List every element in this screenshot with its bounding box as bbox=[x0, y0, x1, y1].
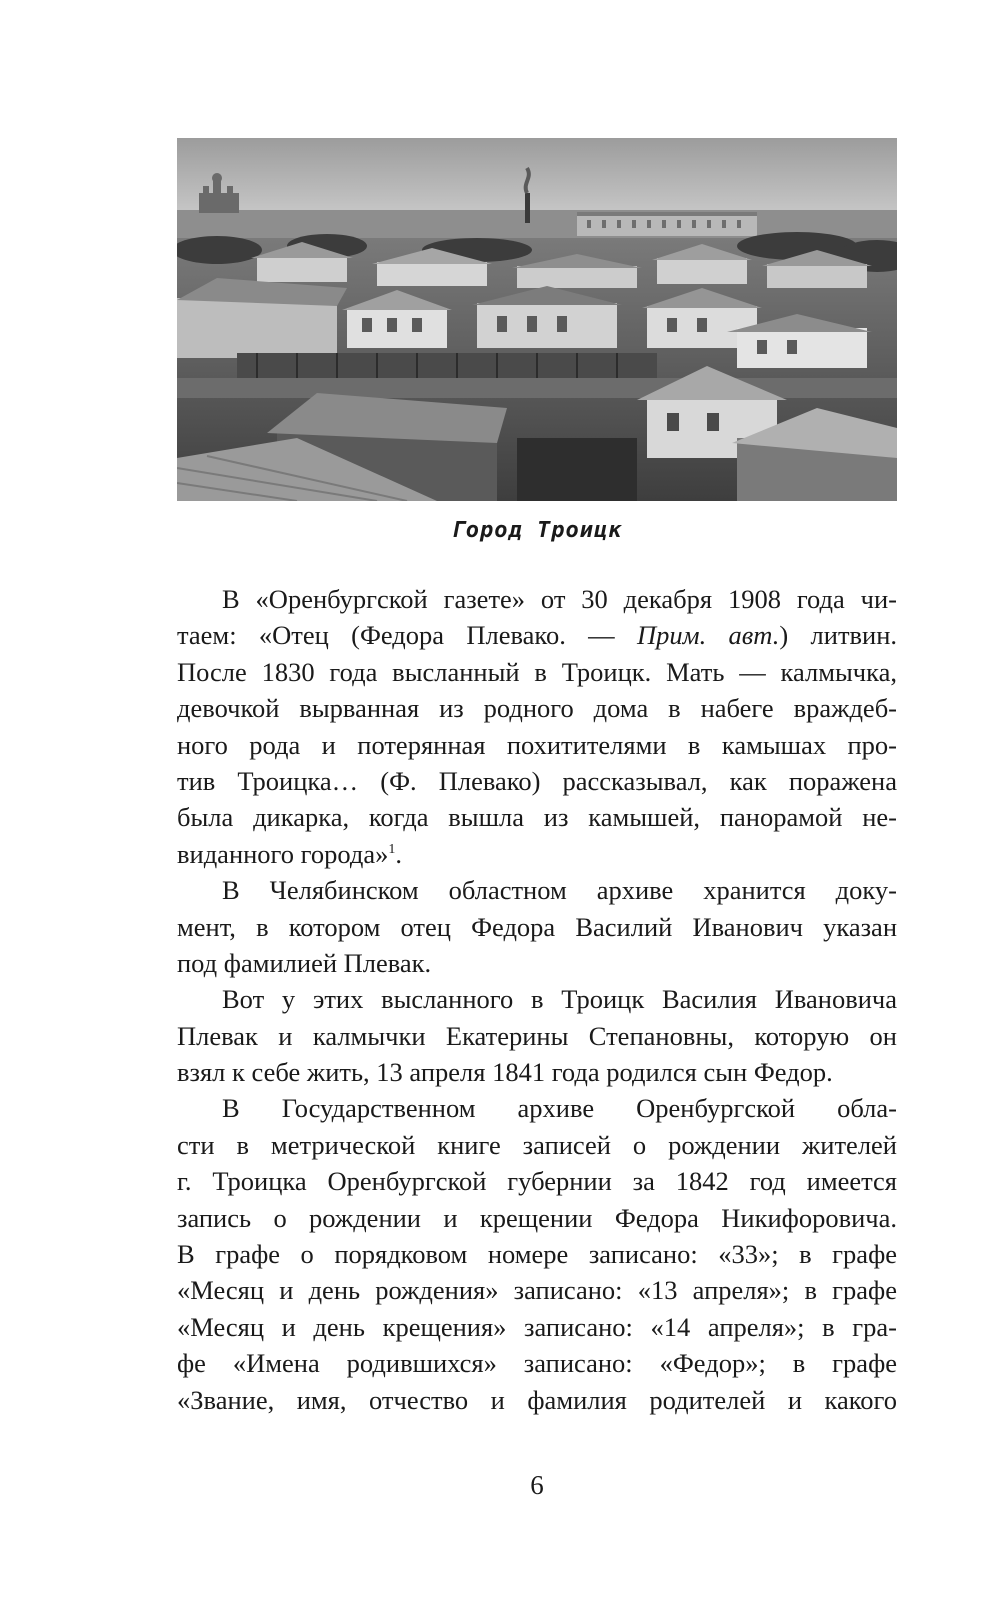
footnote-marker: 1 bbox=[388, 841, 396, 857]
town-panorama-image bbox=[177, 138, 897, 501]
author-note: Прим. авт. bbox=[637, 620, 780, 651]
text-line: запись о рождении и крещении Федора Никифоровича. bbox=[177, 1202, 897, 1233]
text-line: виданного города»$^1$. bbox=[177, 838, 402, 869]
text-line: девочкой вырванная из родного дома в набеге враждеб- bbox=[177, 693, 897, 724]
text-line: фе «Имена родившихся» записано: «Федор»; в графе bbox=[177, 1348, 897, 1379]
text-line: была дикарка, когда вышла из камышей, панорамой не- bbox=[177, 802, 897, 833]
text-line: В Государственном архиве Оренбургской обла- bbox=[222, 1093, 897, 1124]
paragraph bbox=[177, 981, 897, 1090]
text-line: под фамилией Плевак. bbox=[177, 947, 432, 978]
text-line: В графе о порядковом номере записано: «33»; в графе bbox=[177, 1239, 897, 1270]
paragraph bbox=[177, 872, 897, 981]
body-text bbox=[177, 581, 897, 1418]
text-line: После 1830 года высланный в Троицк. Мать — калмычка, bbox=[177, 656, 897, 687]
photo-caption: Город Троицк bbox=[451, 518, 623, 543]
text-line: взял к себе жить, 13 апреля 1841 года родился сын Федор. bbox=[177, 1057, 833, 1088]
text-line: сти в метрической книге записей о рождении жителей bbox=[177, 1129, 897, 1160]
text-line: «Месяц и день крещения» записано: «14 апреля»; в гра- bbox=[177, 1311, 897, 1342]
text-line: мент, в котором отец Федора Василий Иванович указан bbox=[177, 911, 897, 942]
paragraph bbox=[177, 581, 897, 872]
text-line: таем: «Отец (Федора Плевако. — Прим. авт.) литвин. bbox=[177, 620, 898, 651]
page-number: 6 bbox=[530, 1470, 544, 1500]
paragraph bbox=[177, 1090, 897, 1418]
text-line: тив Троицка… (Ф. Плевако) рассказывал, как поражена bbox=[177, 765, 897, 796]
text-line: Вот у этих высланного в Троицк Василия Ивановича bbox=[222, 984, 897, 1015]
text-line: В Челябинском областном архиве хранится доку- bbox=[222, 875, 897, 906]
text-line: г. Троицка Оренбургской губернии за 1842 год имеется bbox=[177, 1166, 897, 1197]
text-line: «Звание, имя, отчество и фамилия родителей и какого bbox=[177, 1384, 897, 1415]
town-photo bbox=[177, 138, 897, 501]
text-line: ного рода и потерянная похитителями в камышах про- bbox=[177, 729, 897, 760]
text-line: В «Оренбургской газете» от 30 декабря 1908 года чи- bbox=[222, 584, 897, 614]
text-line: Плевак и калмычки Екатерины Степановны, которую он bbox=[177, 1020, 897, 1051]
text-line: «Месяц и день рождения» записано: «13 апреля»; в графе bbox=[177, 1275, 897, 1306]
